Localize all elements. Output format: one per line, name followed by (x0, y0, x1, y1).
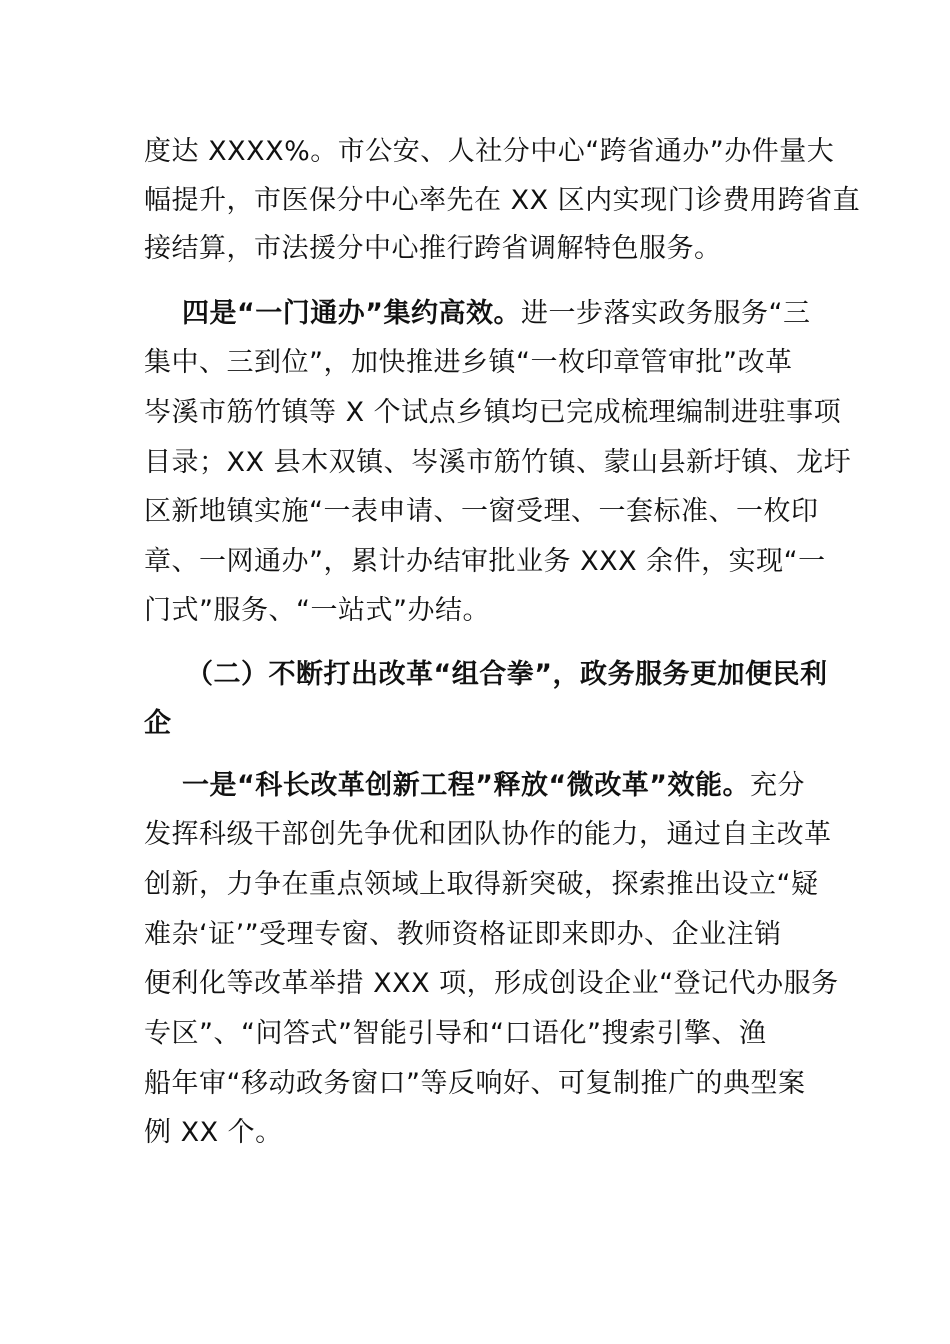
section-heading-line: 企 (144, 708, 172, 739)
paragraph-line: 创新，力争在重点领域上取得新突破，探索推出设立“疑 (144, 869, 819, 900)
paragraph-line: 发挥科级干部创先争优和团队协作的能力，通过自主改革 (144, 819, 832, 850)
paragraph-line: 幅提升，市医保分中心率先在 XX 区内实现门诊费用跨省直 (144, 185, 861, 216)
paragraph-lead-heading: 四是“一门通办”集约高效。 (182, 298, 521, 329)
paragraph-lead-heading: 一是“科长改革创新工程”释放“微改革”效能。 (182, 770, 750, 801)
paragraph-text: 充分 (749, 770, 805, 801)
paragraph-line: 便利化等改革举措 XXX 项，形成创设企业“登记代办服务 (144, 968, 839, 999)
paragraph-line: 船年审“移动政务窗口”等反响好、可复制推广的典型案 (144, 1068, 806, 1099)
paragraph-line: 集中、三到位”，加快推进乡镇“一枚印章管审批”改革 (144, 347, 793, 378)
section-heading-line: （二）不断打出改革“组合拳”，政务服务更加便民利 (186, 659, 828, 690)
paragraph-line: 门式”服务、“一站式”办结。 (144, 595, 490, 626)
paragraph-line: 例 XX 个。 (144, 1117, 283, 1148)
paragraph-line: 难杂‘证’”受理专窗、教师资格证即来即办、企业注销 (144, 919, 782, 950)
paragraph-line: 目录；XX 县木双镇、岑溪市筋竹镇、蒙山县新圩镇、龙圩 (144, 447, 852, 478)
paragraph-first-line (182, 768, 814, 804)
paragraph-line: 区新地镇实施“一表申请、一窗受理、一套标准、一枚印 (144, 496, 819, 527)
paragraph-text: 进一步落实政务服务“三 (521, 298, 811, 329)
paragraph-line: 度达 XXXX%。市公安、人社分中心“跨省通办”办件量大 (144, 136, 835, 167)
paragraph-first-line (182, 296, 814, 332)
paragraph-line: 岑溪市筋竹镇等 X 个试点乡镇均已完成梳理编制进驻事项 (144, 397, 842, 428)
paragraph-line: 章、一网通办”，累计办结审批业务 XXX 余件，实现“一 (144, 546, 826, 577)
paragraph-line: 专区”、“问答式”智能引导和“口语化”搜索引擎、渔 (144, 1018, 767, 1049)
paragraph-line: 接结算，市法援分中心推行跨省调解特色服务。 (144, 233, 722, 264)
